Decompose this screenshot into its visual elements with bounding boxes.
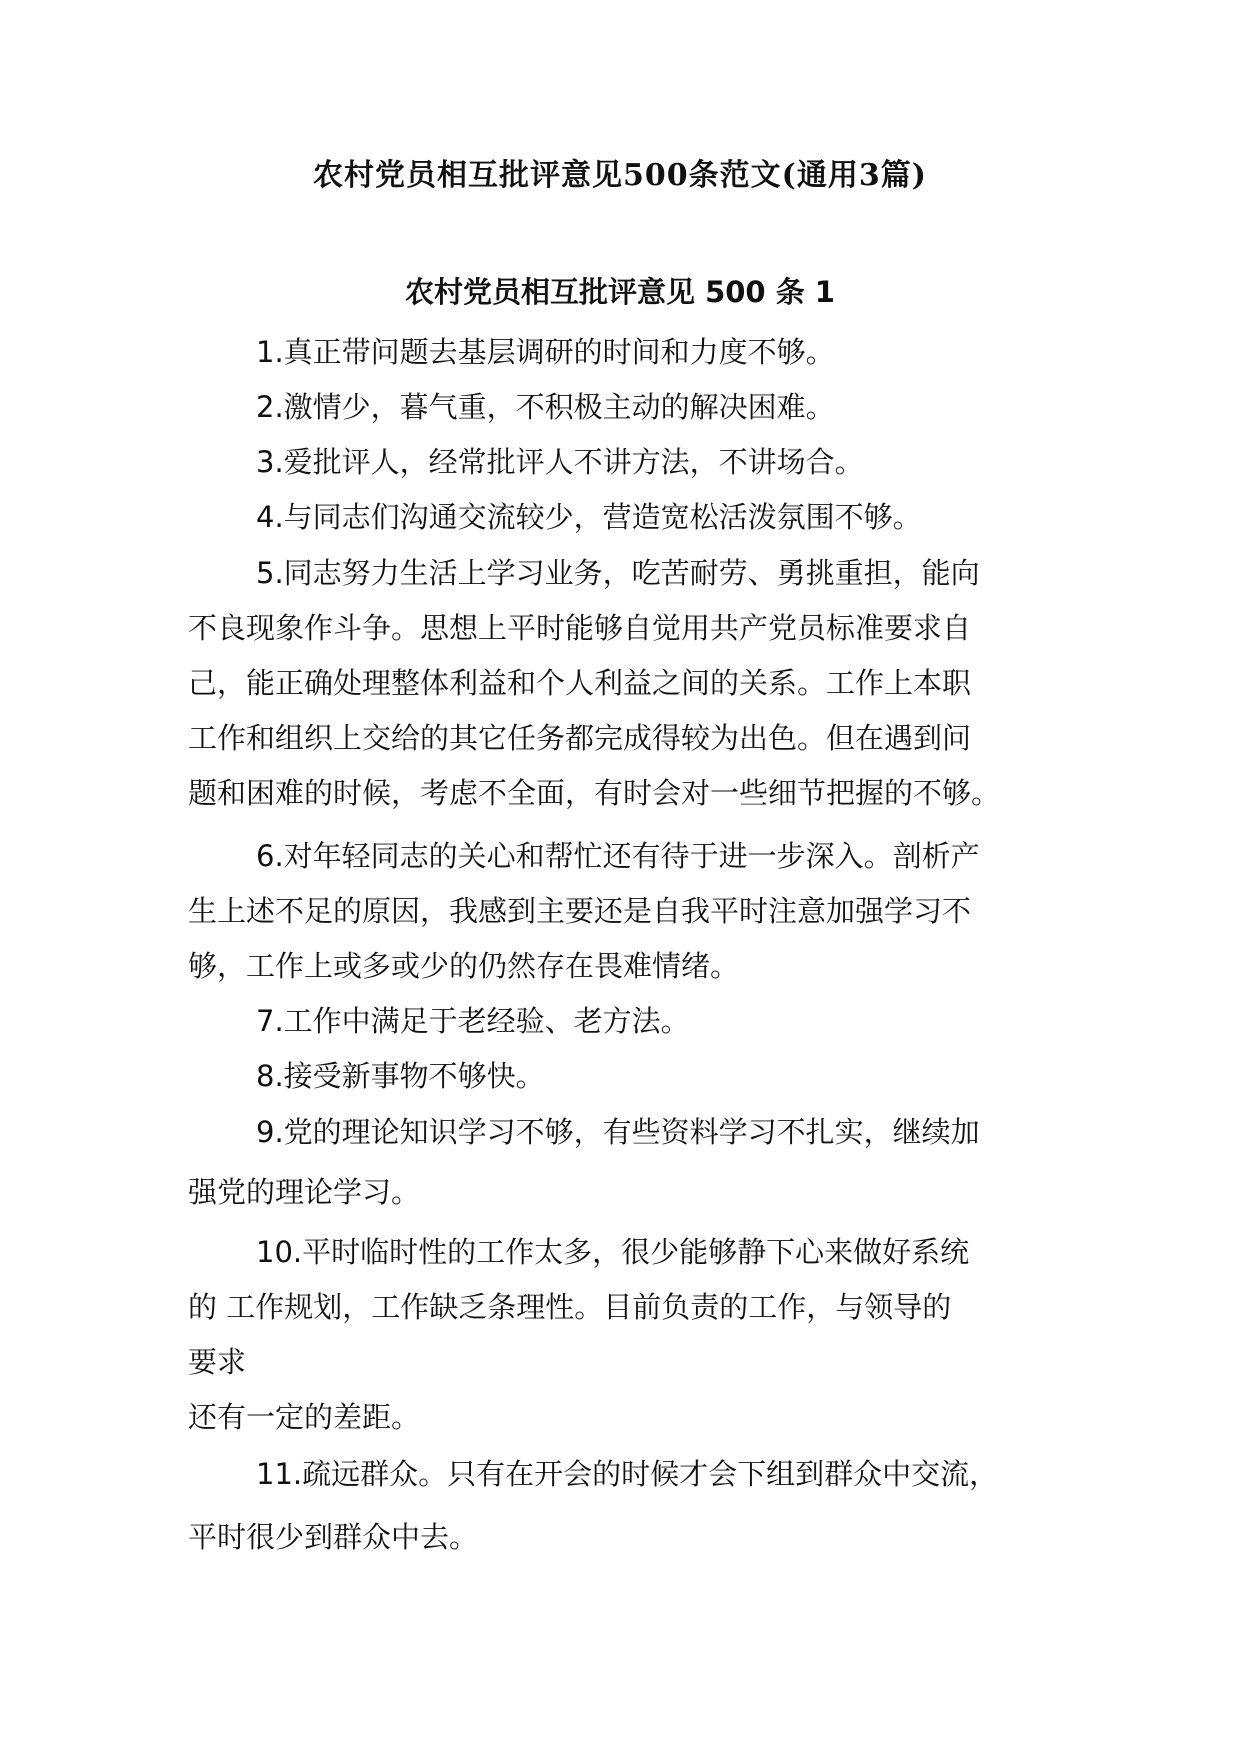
list-item-8: 8.接受新事物不够快。 xyxy=(256,1059,545,1093)
list-item-1: 1.真正带问题去基层调研的时间和力度不够。 xyxy=(256,335,835,369)
list-item-9-line-1: 9.党的理论知识学习不够，有些资料学习不扎实，继续加 xyxy=(256,1115,980,1149)
list-item-11-line-1: 11.疏远群众。只有在开会的时候才会下组到群众中交流， xyxy=(256,1457,999,1491)
list-item-3: 3.爱批评人，经常批评人不讲方法，不讲场合。 xyxy=(256,445,864,479)
list-item-6-line-3: 够，工作上或多或少的仍然存在畏难情绪。 xyxy=(188,949,740,983)
list-item-10-line-3: 要求 xyxy=(188,1345,247,1379)
list-item-4: 4.与同志们沟通交流较少，营造宽松活泼氛围不够。 xyxy=(256,500,922,534)
list-item-10-line-1: 10.平时临时性的工作太多，很少能够静下心来做好系统 xyxy=(256,1235,970,1269)
list-item-5-line-2: 不良现象作斗争。思想上平时能够自觉用共产党员标准要求自 xyxy=(188,611,972,645)
list-item-10-line-2: 的 工作规划，工作缺乏条理性。目前负责的工作，与领导的 xyxy=(188,1290,952,1324)
list-item-5-line-4: 工作和组织上交给的其它任务都完成得较为出色。但在遇到问 xyxy=(188,721,972,755)
list-item-7: 7.工作中满足于老经验、老方法。 xyxy=(256,1004,690,1038)
list-item-5-line-1: 5.同志努力生活上学习业务，吃苦耐劳、勇挑重担，能向 xyxy=(256,556,980,590)
list-item-9-line-2: 强党的理论学习。 xyxy=(188,1175,421,1209)
section-title: 农村党员相互批评意见 500 条 1 xyxy=(404,275,835,309)
document-title: 农村党员相互批评意见500条范文(通用3篇) xyxy=(313,158,927,193)
list-item-6-line-2: 生上述不足的原因，我感到主要还是自我平时注意加强学习不 xyxy=(188,894,972,928)
list-item-10-line-4: 还有一定的差距。 xyxy=(188,1400,421,1434)
list-item-2: 2.激情少，暮气重，不积极主动的解决困难。 xyxy=(256,390,835,424)
list-item-11-line-2: 平时很少到群众中去。 xyxy=(188,1520,479,1554)
list-item-5-line-3: 己，能正确处理整体利益和个人利益之间的关系。工作上本职 xyxy=(188,666,972,700)
list-item-5-line-5: 题和困难的时候，考虑不全面，有时会对一些细节把握的不够。 xyxy=(188,776,1001,810)
list-item-6-line-1: 6.对年轻同志的关心和帮忙还有待于进一步深入。剖析产 xyxy=(256,839,980,873)
